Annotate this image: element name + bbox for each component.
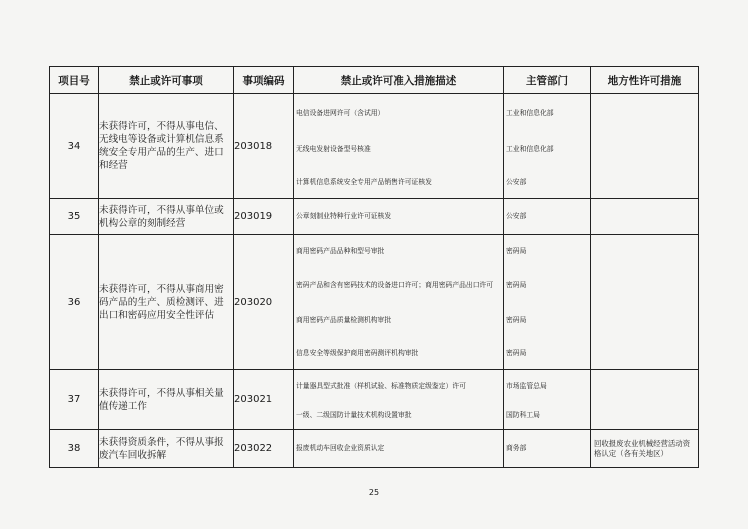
item-no: 34 xyxy=(50,94,99,199)
header-dept: 主管部门 xyxy=(504,67,591,94)
dept-text: 工业和信息化部 xyxy=(506,108,554,117)
header-local: 地方性许可措施 xyxy=(591,67,699,94)
page-number: 25 xyxy=(368,488,380,497)
permit-table xyxy=(49,66,699,468)
measure-cell xyxy=(294,235,504,370)
header-measure: 禁止或许可准入措施描述 xyxy=(294,67,504,94)
item-text: 未获得许可，不得从事商用密码产品的生产、质检测评、进出口和密码应用安全性评估 xyxy=(99,235,234,370)
local-measure xyxy=(591,199,699,235)
local-measure-text: 回收报废农业机械经营活动资格认定（各有关地区） xyxy=(594,438,691,458)
dept-text: 工业和信息化部 xyxy=(506,144,554,153)
dept-text: 国防科工局 xyxy=(506,411,540,419)
item-code: 203018 xyxy=(234,94,294,199)
item-no: 35 xyxy=(50,199,99,235)
item-no: 36 xyxy=(50,235,99,370)
dept-text: 密码局 xyxy=(506,348,527,357)
measure-text: 电信设备进网许可（含试用） xyxy=(296,108,385,117)
header-code: 事项编码 xyxy=(234,67,294,94)
measure-text: 无线电发射设备型号核准 xyxy=(296,144,371,153)
table-row xyxy=(50,235,699,370)
measure-text: 一级、二级国防计量技术机构设置审批 xyxy=(296,411,412,419)
item-text: 未获得许可，不得从事相关量值传递工作 xyxy=(99,370,234,430)
local-measure xyxy=(591,430,699,468)
table-row xyxy=(50,370,699,430)
dept-text: 密码局 xyxy=(506,246,527,255)
measure-text: 报废机动车回收企业资质认定 xyxy=(296,444,385,452)
item-no: 38 xyxy=(50,430,99,468)
measure-text: 商用密码产品质量检测机构审批 xyxy=(296,315,392,324)
table-header-row xyxy=(50,67,699,94)
local-measure xyxy=(591,235,699,370)
item-code: 203022 xyxy=(234,430,294,468)
local-measure xyxy=(591,94,699,199)
measure-text: 计量器具型式批准（样机试验、标准物质定级鉴定）许可 xyxy=(296,382,466,390)
item-text: 未获得许可，不得从事单位或机构公章的刻制经营 xyxy=(99,199,234,235)
header-item: 禁止或许可事项 xyxy=(99,67,234,94)
dept-text: 商务部 xyxy=(506,444,527,452)
measure-cell xyxy=(294,430,504,468)
measure-text: 计算机信息系统安全专用产品销售许可证核发 xyxy=(296,177,432,186)
dept-text: 公安部 xyxy=(506,177,527,186)
dept-cell xyxy=(504,199,591,235)
measure-text: 商用密码产品品种和型号审批 xyxy=(296,246,385,255)
table-row xyxy=(50,94,699,199)
dept-text: 密码局 xyxy=(506,315,527,324)
dept-cell xyxy=(504,235,591,370)
measure-text: 公章刻制业特种行业许可证核发 xyxy=(296,212,392,220)
measure-cell xyxy=(294,370,504,430)
dept-text: 密码局 xyxy=(506,280,527,289)
item-text: 未获得资质条件，不得从事报废汽车回收拆解 xyxy=(99,430,234,468)
header-item-no: 项目号 xyxy=(50,67,99,94)
table-row xyxy=(50,430,699,468)
item-no: 37 xyxy=(50,370,99,430)
dept-cell xyxy=(504,430,591,468)
local-measure xyxy=(591,370,699,430)
dept-cell xyxy=(504,370,591,430)
measure-cell xyxy=(294,199,504,235)
measure-text: 密码产品和含有密码技术的设备进口许可；商用密码产品出口许可 xyxy=(296,280,494,289)
dept-text: 公安部 xyxy=(506,212,527,220)
item-code: 203021 xyxy=(234,370,294,430)
item-text: 未获得许可，不得从事电信、无线电等设备或计算机信息系统安全专用产品的生产、进口和经营 xyxy=(99,94,234,199)
measure-cell xyxy=(294,94,504,199)
measure-text: 信息安全等级保护商用密码测评机构审批 xyxy=(296,348,419,357)
item-code: 203020 xyxy=(234,235,294,370)
dept-text: 市场监管总局 xyxy=(506,382,547,390)
table-row xyxy=(50,199,699,235)
dept-cell xyxy=(504,94,591,199)
item-code: 203019 xyxy=(234,199,294,235)
